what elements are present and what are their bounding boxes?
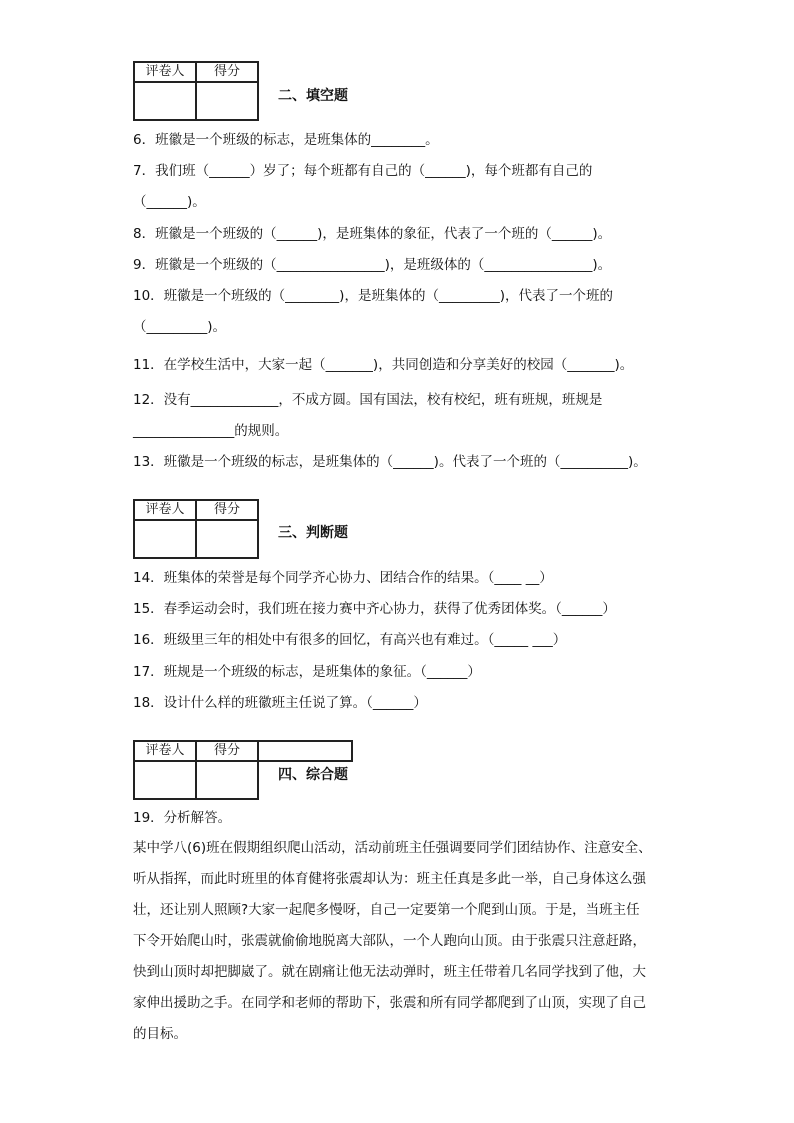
passage [133, 833, 673, 1050]
extra-header-cell [258, 741, 352, 761]
question-10-line2: （_________)。 [133, 319, 227, 335]
passage-line: 某中学八(6)班在假期组织爬山活动，活动前班主任强调要同学们团结协作、注意安全、 [133, 840, 652, 856]
question-7-line2: （______)。 [133, 194, 206, 210]
score-cell[interactable] [196, 520, 258, 558]
score-header: 得分 [196, 500, 258, 520]
grader-cell[interactable] [134, 761, 196, 799]
score-cell[interactable] [196, 82, 258, 120]
score-table-1 [133, 61, 259, 121]
question-18: 18．设计什么样的班徽班主任说了算。（______） [133, 695, 427, 711]
question-15: 15．春季运动会时，我们班在接力赛中齐心协力，获得了优秀团体奖。（______） [133, 601, 616, 617]
grader-cell[interactable] [134, 520, 196, 558]
question-14: 14．班集体的荣誉是每个同学齐心协力、团结合作的结果。（____ __） [133, 570, 553, 586]
passage-line: 家伸出援助之手。在同学和老师的帮助下，张震和所有同学都爬到了山顶，实现了自己 [133, 995, 646, 1011]
question-12-line1: 12．没有_____________，不成方圆。国有国法，校有校纪，班有班规，班规是 [133, 392, 603, 408]
score-cell[interactable] [196, 761, 258, 799]
passage-line: 快到山顶时却把脚崴了。就在剧痛让他无法动弹时，班主任带着几名同学找到了他，大 [133, 964, 646, 980]
passage-line: 下令开始爬山时，张震就偷偷地脱离大部队，一个人跑向山顶。由于张震只注意赶路， [133, 933, 646, 949]
grader-cell[interactable] [134, 82, 196, 120]
question-10-line1: 10．班徽是一个班级的（________)，是班集体的（_________)，代表了一个班的 [133, 288, 613, 304]
section-title-judge: 三、判断题 [278, 525, 348, 541]
score-table-2 [133, 499, 259, 559]
section-title-fill: 二、填空题 [278, 88, 348, 104]
question-9: 9．班徽是一个班级的（________________)，是班级体的（________________)。 [133, 257, 612, 273]
question-6: 6．班徽是一个班级的标志，是班集体的________。 [133, 132, 439, 148]
grader-header: 评卷人 [134, 500, 196, 520]
question-16: 16．班级里三年的相处中有很多的回忆，有高兴也有难过。（_____ ___） [133, 632, 567, 648]
question-11: 11．在学校生活中，大家一起（_______)，共同创造和分享美好的校园（_______)。 [133, 357, 634, 373]
question-8: 8．班徽是一个班级的（______)，是班集体的象征，代表了一个班的（______)。 [133, 226, 612, 242]
score-header: 得分 [196, 62, 258, 82]
question-19: 19．分析解答。 [133, 810, 232, 826]
passage-line: 壮，还让别人照顾?大家一起爬多慢呀，自己一定要第一个爬到山顶。于是，当班主任 [133, 902, 640, 918]
question-17: 17．班规是一个班级的标志，是班集体的象征。（______） [133, 664, 481, 680]
question-7-line1: 7．我们班（______）岁了；每个班都有自己的（______)，每个班都有自己的 [133, 163, 593, 179]
score-header: 得分 [196, 741, 258, 761]
passage-line: 的目标。 [133, 1026, 187, 1042]
section-title-comprehensive: 四、综合题 [278, 767, 348, 783]
grader-header: 评卷人 [134, 62, 196, 82]
passage-line: 听从指挥，而此时班里的体育健将张震却认为：班主任真是多此一举，自己身体这么强 [133, 871, 646, 887]
question-12-line2: _______________的规则。 [133, 423, 289, 439]
grader-header: 评卷人 [134, 741, 196, 761]
question-13: 13．班徽是一个班级的标志，是班集体的（______)。代表了一个班的（__________)。 [133, 454, 647, 470]
